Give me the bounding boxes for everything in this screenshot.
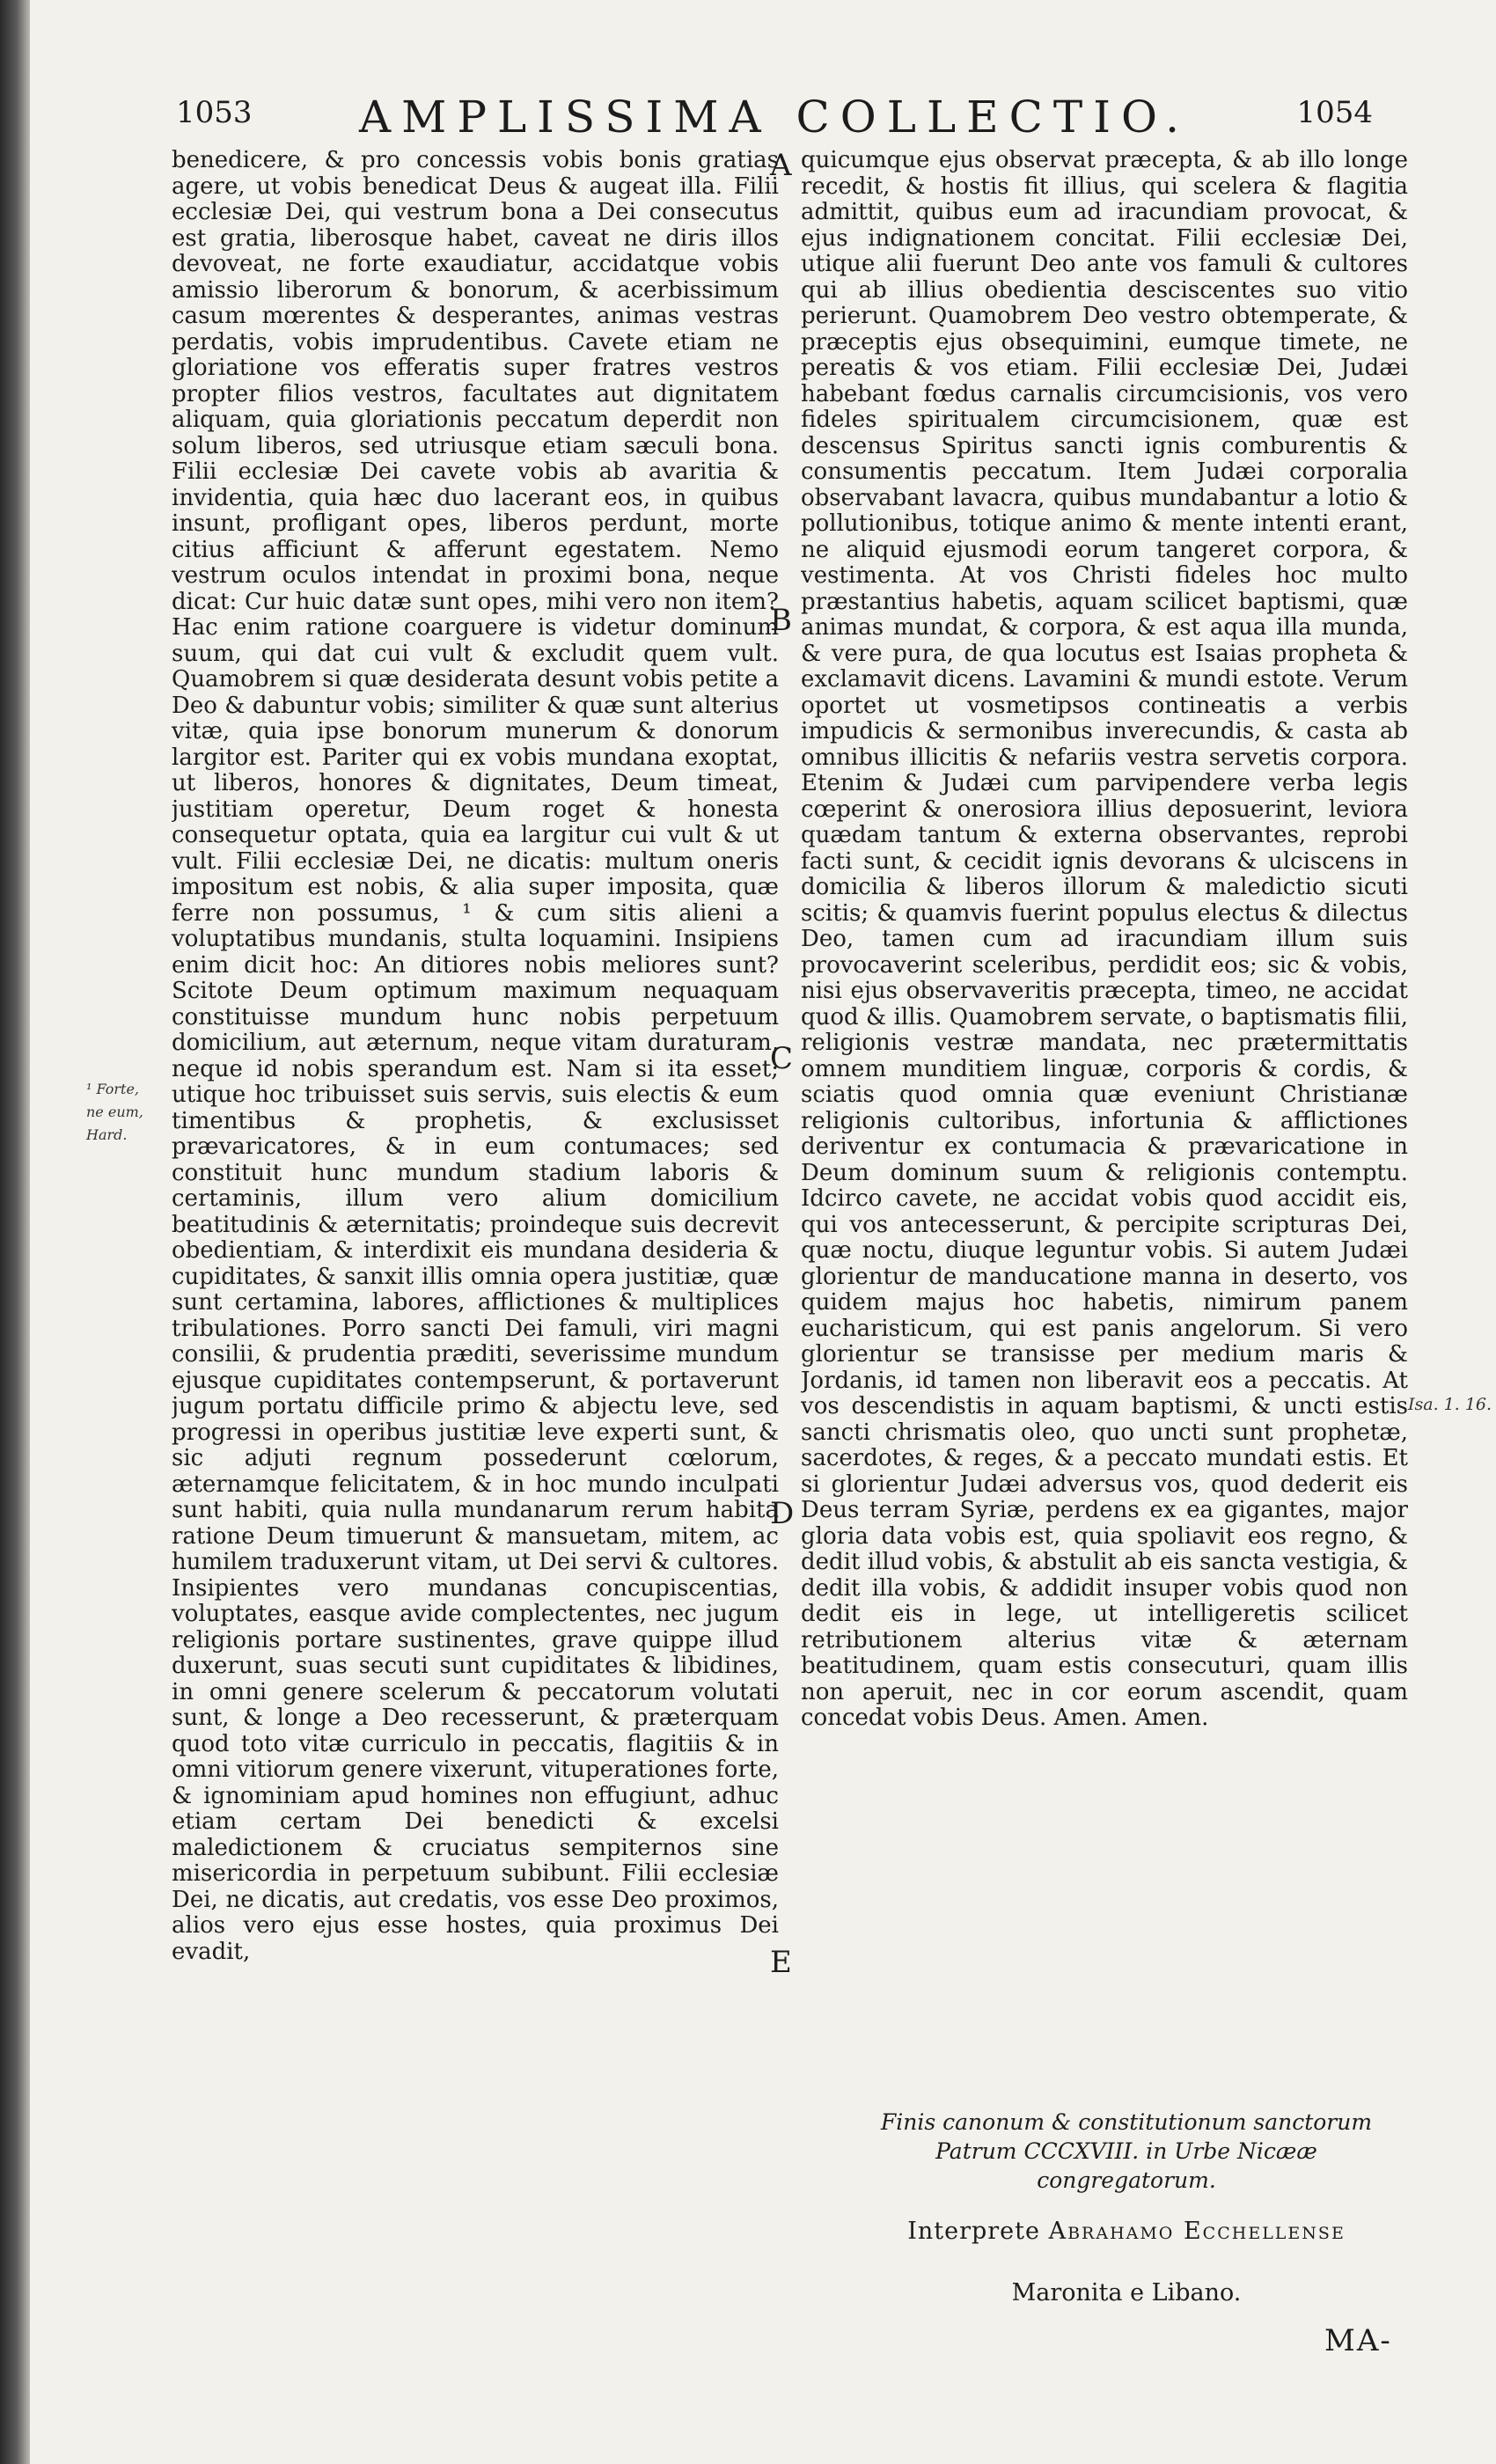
- right-column-text: quicumque ejus observat præcepta, & ab illo longe recedit, & hostis fit illius, qui scelera & flagitia admittit, quibus eum ad iracundiam provocat, & ejus indignationem concitat. Filii ecclesiæ Dei, utique alii fuerunt Deo ante vos famuli & cultores qui ab illius obedientia desciscentes suo vitio perierunt. Quamobrem Deo vestro obtemperate, & præceptis ejus obsequimini, eumque timete, ne pereatis & vos etiam. Filii ecclesiæ Dei, Judæi habebant fœdus carnalis circumcisionis, vos vero fideles spiritualem circumcisionem, quæ est descensus Spiritus sancti ignis comburentis & consumentis peccatum. Item Judæi corporalia observabant lavacra, quibus mundabantur a lotio & pollutionibus, totique animo & mente intenti erant, ne aliquid ejusmodi eorum tangeret corpora, & vestimenta. At vos Christi fideles hoc multo præstantius habetis, aquam scilicet baptismi, quæ animas mundat, & corpora, & est aqua illa munda, & vere pura, de qua locutus est Isaias propheta & exclamavit dicens. Lavamini & mundi estote. Verum oportet ut vosmetipsos contineatis a verbis impudicis & sermonibus inverecundis, & casta ab omnibus illicitis & nefariis vestra servetis corpora. Etenim & Judæi cum parvipendere verba legis cœperint & onerosiora illius deposuerint, leviora quædam tantum & externa observantes, reprobi facti sunt, & cecidit ignis devorans & ulciscens in domicilia & liberos illorum & maledictio sicuti scitis; & quamvis fuerint populus electus & dilectus Deo, tamen cum ad iracundiam illum suis provocaverint sceleribus, perdidit eos; sic & vobis, nisi ejus observaveritis præcepta, timeo, ne accidat quod & illis. Quamobrem servate, o baptismatis filii, religionis vestræ mandata, nec prætermittatis omnem munditiem linguæ, corporis & cordis, & sciatis quod omnia quæ eveniunt Christianæ religionis cultoribus, infortunia & afflictiones deriventur ex contumacia & prævaricatione in Deum dominum suum & religionis contemptu. Idcirco cavete, ne accidat vobis quod accidit eis, qui vos antecesserunt, & percipite scripturas Dei, quæ noctu, diuque leguntur vobis. Si autem Judæi glorientur de manducatione manna in deserto, vos quidem majus hoc habetis, nimirum panem eucharisticum, qui est panis angelorum. Si vero glorientur se transisse per medium maris & Jordanis, id tamen non liberavit eos a peccatis. At vos descendistis in aquam baptismi, & uncti estis sancti chrismatis oleo, quo uncti sunt prophetæ, sacerdotes, & reges, & a peccato mundati estis. Et si glorientur Judæi adversus vos, quod dederit eis Deus terram Syriæ, perdens ex ea gigantes, major gloria data vobis est, quia spoliavit eos regno, & dedit illud vobis, & abstulit ab eis sancta vestigia, & dedit illa vobis, & addidit insuper vobis quod non dedit eis in lege, ut intelligeretis scilicet retributionem alterius vitæ & æternam beatitudinem, quam estis consecuturi, quam illis non aperuit, nec in cor eorum ascendit, quam concedat vobis Deus. Amen. Amen.: [801, 148, 1408, 1731]
- right-column: [801, 148, 1408, 2106]
- section-letter-a: A: [770, 148, 792, 183]
- section-letter-d: D: [770, 1496, 795, 1531]
- translator-origin: Maronita e Libano.: [1011, 2279, 1242, 2306]
- translator-name: Abrahamo Ecchellense: [1048, 2218, 1346, 2245]
- translator-line: [827, 2218, 1426, 2245]
- page-header: [176, 92, 1373, 148]
- running-title: AMPLISSIMA COLLECTIO.: [359, 92, 1190, 143]
- left-column: [172, 148, 779, 2453]
- margin-note-left: ¹ Forte, ne eum, Hard.: [86, 1081, 143, 1143]
- finis-colophon: Finis canonum & constitutionum sanctorum Patrum CCCXVIII. in Urbe Nicææ congregatorum.: [880, 2109, 1373, 2193]
- catchword: MA-: [1324, 2323, 1392, 2358]
- margin-reference-right: Isa. 1. 16.: [1408, 1395, 1492, 1414]
- section-letter-b: B: [770, 603, 792, 638]
- translator-label: Interprete: [907, 2218, 1040, 2245]
- left-column-text: benedicere, & pro concessis vobis bonis gratias agere, ut vobis benedicat Deus & augeat illa. Filii ecclesiæ Dei, qui vestrum bona a Dei consecutus est gratia, liberosque habet, caveat ne diris illos devoveat, ne forte exaudiatur, accidatque vobis amissio liberorum & bonorum, & acerbissimum casum mœrentes & desperantes, animas vestras perdatis, vobis imprudentibus. Cavete etiam ne gloriatione vos efferatis super fratres vestros propter filios vestros, facultates aut dignitatem aliquam, quia gloriationis peccatum deperdit non solum liberos, sed utriusque etiam sæculi bona. Filii ecclesiæ Dei cavete vobis ab avaritia & invidentia, quia hæc duo lacerant eos, in quibus insunt, profligant opes, liberos perdunt, morte citius afficiunt & afferunt egestatem. Nemo vestrum oculos intendat in proximi bona, neque dicat: Cur huic datæ sunt opes, mihi vero non item? Hac enim ratione coarguere is videtur dominum suum, qui dat cui vult & excludit quem vult. Quamobrem si quæ desiderata desunt vobis petite a Deo & dabuntur vobis; similiter & quæ sunt alterius vitæ, quia ipse bonorum munerum & donorum largitor est. Pariter qui ex vobis mundana exoptat, ut liberos, honores & dignitates, Deum timeat, justitiam operetur, Deum roget & honesta consequetur optata, quia ea largitur cui vult & ut vult. Filii ecclesiæ Dei, ne dicatis: multum oneris impositum est nobis, & alia super imposita, quæ ferre non possumus, ¹ & cum sitis alieni a voluptatibus mundanis, stulta loquamini. Insipiens enim dicit hoc: An ditiores nobis meliores sunt? Scitote Deum optimum maximum nequaquam constituisse mundum hunc nobis perpetuum domicilium, aut æternum, neque vitam duraturam, neque id nobis sperandum est. Nam si ita esset; utique hoc tribuisset suis servis, suis electis & eum timentibus & prophetis, & exclusisset prævaricatores, & in eum contumaces; sed constituit hunc mundum stadium laboris & certaminis, illum vero alium domicilium beatitudinis & æternitatis; proindeque suis decrevit obedientiam, & interdixit eis mundana desideria & cupiditates, & sanxit illis omnia opera justitiæ, quæ sunt certamina, labores, afflictiones & multiplices tribulationes. Porro sancti Dei famuli, viri magni consilii, & prudentia præditi, severissime mundum ejusque cupiditates contempserunt, & portaverunt jugum portatu difficile primo & abjectu leve, sed progressi in operibus justitiæ leve experti sunt, & sic adjuti regnum possederunt cœlorum, æternamque felicitatem, & in hoc mundo inculpati sunt habiti, quia nulla mundanarum rerum habita ratione Deum timuerunt & mansuetam, mitem, ac humilem traduxerunt vitam, ut Dei servi & cultores. Insipientes vero mundanas concupiscentias, voluptates, easque avide complectentes, nec jugum religionis portare sustinentes, grave quippe illud duxerunt, suas secuti sunt cupiditates & libidines, in omni genere scelerum & peccatorum volutati sunt, & longe a Deo recesserunt, & præterquam quod toto vitæ curriculo in peccatis, flagitiis & in omni vitiorum genere vixerunt, vituperationes forte, & ignominiam apud homines non effugiunt, adhuc etiam certam Dei benedicti & excelsi maledictionem & cruciatus sempiternos sine misericordia in perpetuum subibunt. Filii ecclesiæ Dei, ne dicatis, aut credatis, vos esse Deo proximos, alios vero ejus esse hostes, quia proximus Dei evadit,: [172, 148, 779, 1965]
- page-number-right: 1054: [1296, 95, 1373, 130]
- page-number-left: 1053: [176, 95, 253, 130]
- section-letter-c: C: [770, 1041, 794, 1076]
- section-letter-e: E: [770, 1945, 792, 1980]
- book-binding-shadow: [0, 0, 30, 2464]
